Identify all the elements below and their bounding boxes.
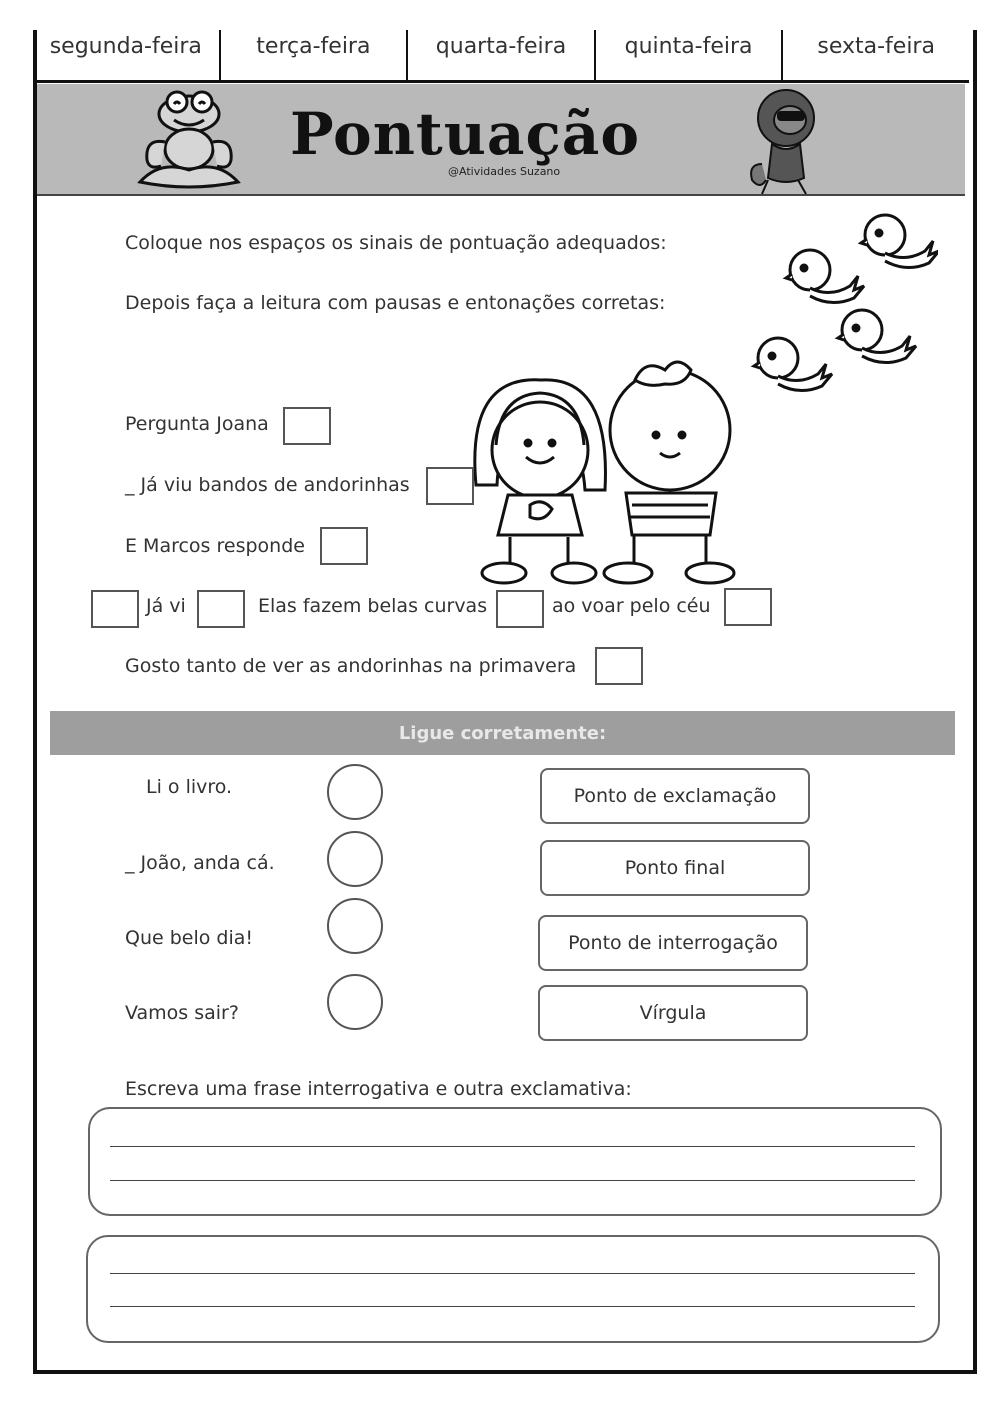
- ligue-left-1: Li o livro.: [146, 776, 233, 798]
- connect-circle-4[interactable]: [327, 974, 383, 1030]
- instruction-line-2: Depois faça a leitura com pausas e entonações corretas:: [125, 292, 666, 314]
- lion-illustration-icon: [742, 84, 827, 204]
- page-title: Pontuação: [290, 100, 641, 168]
- answer-box-exclamativa[interactable]: [86, 1235, 940, 1343]
- day-thursday: quinta-feira: [596, 30, 784, 80]
- punctuation-box-7[interactable]: [724, 588, 772, 626]
- elas-fazem-text: Elas fazem belas curvas: [258, 595, 488, 617]
- credit-text: @Atividades Suzano: [448, 165, 561, 178]
- pergunta-joana-text: Pergunta Joana: [125, 413, 269, 435]
- connect-circle-2[interactable]: [327, 831, 383, 887]
- connect-circle-3[interactable]: [327, 898, 383, 954]
- punctuation-box-4[interactable]: [91, 590, 139, 628]
- birds-illustration-icon: [748, 208, 938, 423]
- connect-circle-1[interactable]: [327, 764, 383, 820]
- answer-line: [110, 1180, 915, 1181]
- ao-voar-text: ao voar pelo céu: [552, 595, 711, 617]
- day-tuesday: terça-feira: [221, 30, 409, 80]
- punctuation-box-3[interactable]: [320, 527, 368, 565]
- day-friday: sexta-feira: [817, 34, 935, 59]
- ligue-right-4[interactable]: Vírgula: [538, 985, 808, 1041]
- answer-box-interrogativa[interactable]: [88, 1107, 942, 1216]
- ligue-right-2[interactable]: Ponto final: [540, 840, 810, 896]
- ligue-right-1[interactable]: Ponto de exclamação: [540, 768, 810, 824]
- punctuation-box-5[interactable]: [197, 590, 245, 628]
- frog-illustration-icon: [132, 84, 247, 194]
- ligue-right-3[interactable]: Ponto de interrogação: [538, 915, 808, 971]
- answer-line: [110, 1146, 915, 1147]
- children-illustration-icon: [470, 345, 745, 590]
- ja-vi-text: Já vi: [146, 595, 186, 617]
- punctuation-box-8[interactable]: [595, 647, 643, 685]
- day-monday: segunda-feira: [33, 30, 221, 80]
- answer-line: [110, 1306, 915, 1307]
- instruction-line-1: Coloque nos espaços os sinais de pontuação adequados:: [125, 232, 667, 254]
- ligue-left-3: Que belo dia!: [125, 927, 254, 949]
- punctuation-box-1[interactable]: [283, 407, 331, 445]
- gosto-text: Gosto tanto de ver as andorinhas na primavera: [125, 655, 577, 677]
- punctuation-box-6[interactable]: [496, 590, 544, 628]
- ligue-title: Ligue corretamente:: [398, 722, 607, 744]
- marcos-responde-text: E Marcos responde: [125, 535, 305, 557]
- ligue-left-2: _ João, anda cá.: [125, 852, 275, 874]
- escreva-prompt: Escreva uma frase interrogativa e outra exclamativa:: [125, 1078, 632, 1100]
- day-wednesday: quarta-feira: [408, 30, 596, 80]
- punctuation-box-2[interactable]: [426, 467, 474, 505]
- answer-line: [110, 1273, 915, 1274]
- ligue-left-4: Vamos sair?: [125, 1002, 239, 1024]
- ja-viu-text: _ Já viu bandos de andorinhas: [125, 474, 410, 496]
- ligue-section-header: [50, 711, 955, 755]
